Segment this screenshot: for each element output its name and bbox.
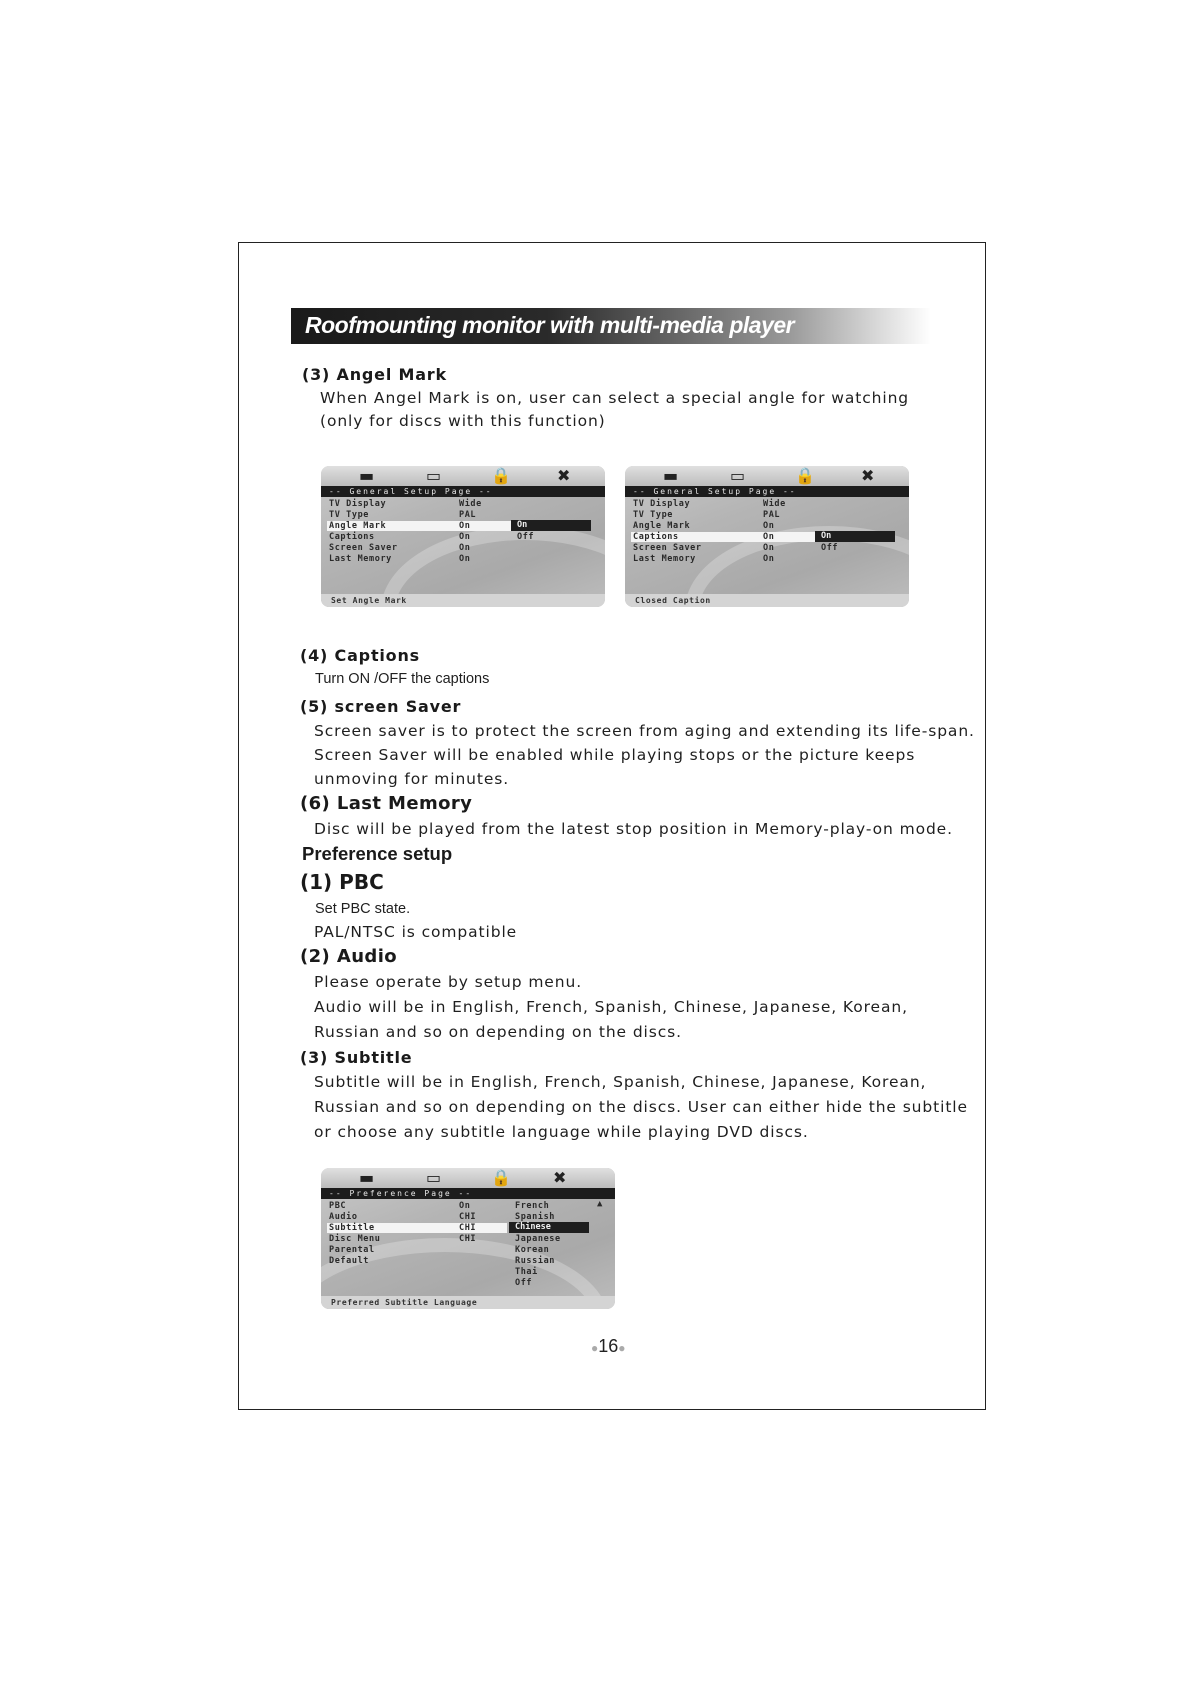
scroll-up-icon: ▲	[597, 1199, 604, 1209]
banner-title: Roofmounting monitor with multi-media player	[305, 312, 795, 338]
menu-value: CHI	[459, 1223, 477, 1233]
menu-value: On	[763, 521, 775, 531]
angel-mark-text-2: (only for discs with this function)	[320, 412, 606, 430]
dot-icon: ●	[618, 1341, 626, 1355]
audio-text-2: Audio will be in English, French, Spanish, Chinese, Japanese, Korean,	[314, 998, 908, 1016]
menu-value: On	[459, 543, 471, 553]
last-memory-text: Disc will be played from the latest stop position in Memory-play-on mode.	[314, 820, 953, 838]
pbc-text-2: PAL/NTSC is compatible	[314, 923, 518, 941]
menu-footer: Closed Caption	[625, 594, 909, 607]
menu-title-bar: -- General Setup Page --	[625, 486, 909, 497]
option-on-selected: On	[511, 520, 591, 531]
section-screen-saver-heading	[300, 697, 461, 716]
menu-label: Angle Mark	[329, 521, 387, 531]
menu-value: On	[459, 554, 471, 564]
menu-value: On	[763, 554, 775, 564]
lock-icon: 🔒	[795, 466, 815, 485]
pbc-text-1: Set PBC state.	[315, 901, 411, 917]
section-title: PBC	[339, 870, 384, 894]
language-option: Japanese	[515, 1234, 561, 1244]
section-number: (6)	[300, 793, 331, 814]
language-option: French	[515, 1201, 550, 1211]
menu-value: On	[459, 521, 471, 531]
audio-setup-icon: ▭	[426, 466, 442, 485]
preference-page-screenshot	[321, 1168, 615, 1309]
menu-value: Wide	[459, 499, 482, 509]
audio-text-3: Russian and so on depending on the discs.	[314, 1023, 682, 1041]
menu-label: PBC	[329, 1201, 347, 1211]
menu-label: Parental	[329, 1245, 375, 1255]
menu-title-bar: -- General Setup Page --	[321, 486, 605, 497]
page-number	[591, 1336, 626, 1357]
language-option: Spanish	[515, 1212, 556, 1222]
exit-icon: ✖	[861, 466, 875, 485]
audio-setup-icon: ▭	[426, 1168, 442, 1187]
menu-value: PAL	[763, 510, 781, 520]
screen-saver-text-2: Screen Saver will be enabled while playing stops or the picture keeps	[314, 746, 916, 764]
menu-value: On	[763, 543, 775, 553]
audio-setup-icon: ▭	[730, 466, 746, 485]
menu-footer: Preferred Subtitle Language	[321, 1296, 615, 1309]
menu-label: Screen Saver	[633, 543, 702, 553]
general-setup-icon: ▬	[359, 1168, 375, 1187]
section-number: (1)	[300, 870, 333, 894]
lock-icon: 🔒	[491, 1168, 511, 1187]
section-captions-heading	[300, 646, 420, 665]
menu-label: TV Type	[329, 510, 370, 520]
menu-title-bar: -- Preference Page --	[321, 1188, 615, 1199]
menu-label: Last Memory	[329, 554, 392, 564]
menu-value: On	[459, 532, 471, 542]
section-title: Angel Mark	[336, 365, 447, 384]
section-subtitle-heading	[300, 1048, 412, 1067]
dot-icon: ●	[591, 1341, 599, 1355]
menu-footer: Set Angle Mark	[321, 594, 605, 607]
menu-label: Disc Menu	[329, 1234, 381, 1244]
menu-label: Captions	[329, 532, 375, 542]
section-number: (5)	[300, 697, 329, 716]
subtitle-text-2: Russian and so on depending on the discs. User can either hide the subtitle	[314, 1098, 968, 1116]
general-setup-icon: ▬	[663, 466, 679, 485]
audio-text-1: Please operate by setup menu.	[314, 973, 583, 991]
menu-label: Last Memory	[633, 554, 696, 564]
menu-icon-bar	[321, 1168, 615, 1188]
menu-value: On	[459, 1201, 471, 1211]
angel-mark-text-1: When Angel Mark is on, user can select a special angle for watching	[320, 389, 910, 407]
option-off: Off	[517, 532, 535, 542]
menu-value: Wide	[763, 499, 786, 509]
menu-label: TV Display	[633, 499, 691, 509]
lock-icon: 🔒	[491, 466, 511, 485]
section-number: (4)	[300, 646, 329, 665]
menu-label: TV Type	[633, 510, 674, 520]
menu-label: Captions	[633, 532, 679, 542]
section-pbc-heading	[300, 870, 384, 894]
menu-value: On	[763, 532, 775, 542]
section-title: screen Saver	[334, 697, 462, 716]
section-title: Captions	[334, 646, 420, 665]
captions-text: Turn ON /OFF the captions	[315, 671, 490, 687]
option-off: Off	[821, 543, 839, 553]
section-angel-mark-heading	[302, 365, 447, 384]
menu-label: Audio	[329, 1212, 358, 1222]
language-option: Thai	[515, 1267, 538, 1277]
page-number-value: 16	[598, 1336, 619, 1356]
menu-label: Screen Saver	[329, 543, 398, 553]
section-audio-heading	[300, 946, 397, 967]
language-option: Russian	[515, 1256, 556, 1266]
language-option: Off	[515, 1278, 533, 1288]
section-number: (3)	[300, 1048, 329, 1067]
section-title: Audio	[336, 946, 398, 967]
menu-value: PAL	[459, 510, 477, 520]
language-option-selected: Chinese	[509, 1222, 589, 1233]
subtitle-text-1: Subtitle will be in English, French, Spanish, Chinese, Japanese, Korean,	[314, 1073, 927, 1091]
exit-icon: ✖	[553, 1168, 567, 1187]
header-banner	[291, 308, 931, 344]
subtitle-text-3: or choose any subtitle language while playing DVD discs.	[314, 1123, 809, 1141]
menu-label: Angle Mark	[633, 521, 691, 531]
section-number: (3)	[302, 365, 331, 384]
menu-label: Subtitle	[329, 1223, 375, 1233]
section-title: Last Memory	[336, 793, 473, 814]
screen-saver-text-3: unmoving for minutes.	[314, 770, 510, 788]
language-option: Korean	[515, 1245, 550, 1255]
menu-icon-bar	[321, 466, 605, 486]
section-number: (2)	[300, 946, 331, 967]
screen-saver-text-1: Screen saver is to protect the screen from aging and extending its life-span.	[314, 722, 975, 740]
section-title: Subtitle	[334, 1048, 413, 1067]
general-setup-screenshot-1	[321, 466, 605, 607]
exit-icon: ✖	[557, 466, 571, 485]
menu-value: CHI	[459, 1212, 477, 1222]
menu-label: Default	[329, 1256, 370, 1266]
general-setup-screenshot-2	[625, 466, 909, 607]
menu-value: CHI	[459, 1234, 477, 1244]
section-last-memory-heading	[300, 793, 472, 814]
menu-label: TV Display	[329, 499, 387, 509]
preference-setup-heading: Preference setup	[302, 843, 453, 864]
general-setup-icon: ▬	[359, 466, 375, 485]
menu-icon-bar	[625, 466, 909, 486]
option-on-selected: On	[815, 531, 895, 542]
